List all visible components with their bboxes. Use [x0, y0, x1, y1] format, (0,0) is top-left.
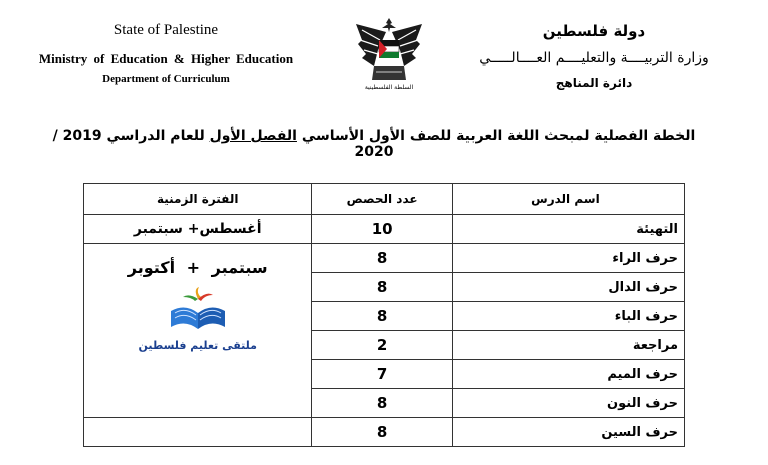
watermark-logo	[133, 287, 263, 352]
merged-period-text: سبتمبر + أكتوبر	[127, 258, 268, 277]
table-header-row	[84, 184, 685, 215]
ministry-name-en: Ministry of Education & Higher Education	[38, 51, 294, 66]
lesson-count: 7	[312, 360, 452, 389]
table-row	[84, 418, 685, 447]
lesson-plan-table	[83, 183, 685, 447]
department-name-en: Department of Curriculum	[102, 73, 230, 85]
lesson-name: حرف الدال	[452, 273, 684, 302]
state-name-ar: دولة فلسطين	[542, 22, 646, 40]
lesson-count: 2	[312, 331, 452, 360]
lesson-count: 8	[312, 389, 452, 418]
time-period-empty	[84, 418, 312, 447]
lesson-name: حرف الميم	[452, 360, 684, 389]
lesson-count: 8	[312, 418, 452, 447]
lesson-count: 8	[312, 244, 452, 273]
lesson-name: التهيئة	[452, 215, 684, 244]
lesson-count: 8	[312, 273, 452, 302]
lesson-name: حرف النون	[452, 389, 684, 418]
header-lesson-name: اسم الدرس	[452, 184, 684, 215]
palestine-eagle-emblem-icon	[352, 14, 426, 94]
plan-title	[40, 128, 708, 160]
title-part1: الخطة الفصلية لمبحث اللغة العربية للصف الأول الأساسي	[296, 128, 696, 144]
emblem-caption: السلطة الفلسطينية	[364, 84, 414, 91]
merged-time-period	[84, 244, 312, 418]
table-row	[84, 244, 685, 273]
header-lesson-count: عدد الحصص	[312, 184, 452, 215]
title-part2: للعام الدراسي 2019 / 2020	[52, 128, 394, 160]
header-english	[16, 22, 316, 85]
state-name-en: State of Palestine	[113, 22, 219, 38]
lesson-count: 10	[312, 215, 452, 244]
department-name-ar: دائرة المناهج	[555, 76, 633, 90]
lesson-count: 8	[312, 302, 452, 331]
open-book-icon	[163, 287, 233, 333]
lesson-name: حرف الراء	[452, 244, 684, 273]
lesson-name: حرف الباء	[452, 302, 684, 331]
lesson-name: حرف السين	[452, 418, 684, 447]
header-time-period: الفترة الزمنية	[84, 184, 312, 215]
header-arabic	[444, 22, 744, 90]
time-period: أغسطس+ سبتمبر	[84, 215, 312, 244]
title-semester: الفصل الأول	[209, 128, 297, 144]
table-row	[84, 215, 685, 244]
ministry-name-ar: وزارة التربيــــة والتعليــــم العــــالـــــي	[479, 50, 709, 66]
lesson-name: مراجعة	[452, 331, 684, 360]
watermark-text: ملتقى تعليم فلسطين	[138, 339, 257, 352]
